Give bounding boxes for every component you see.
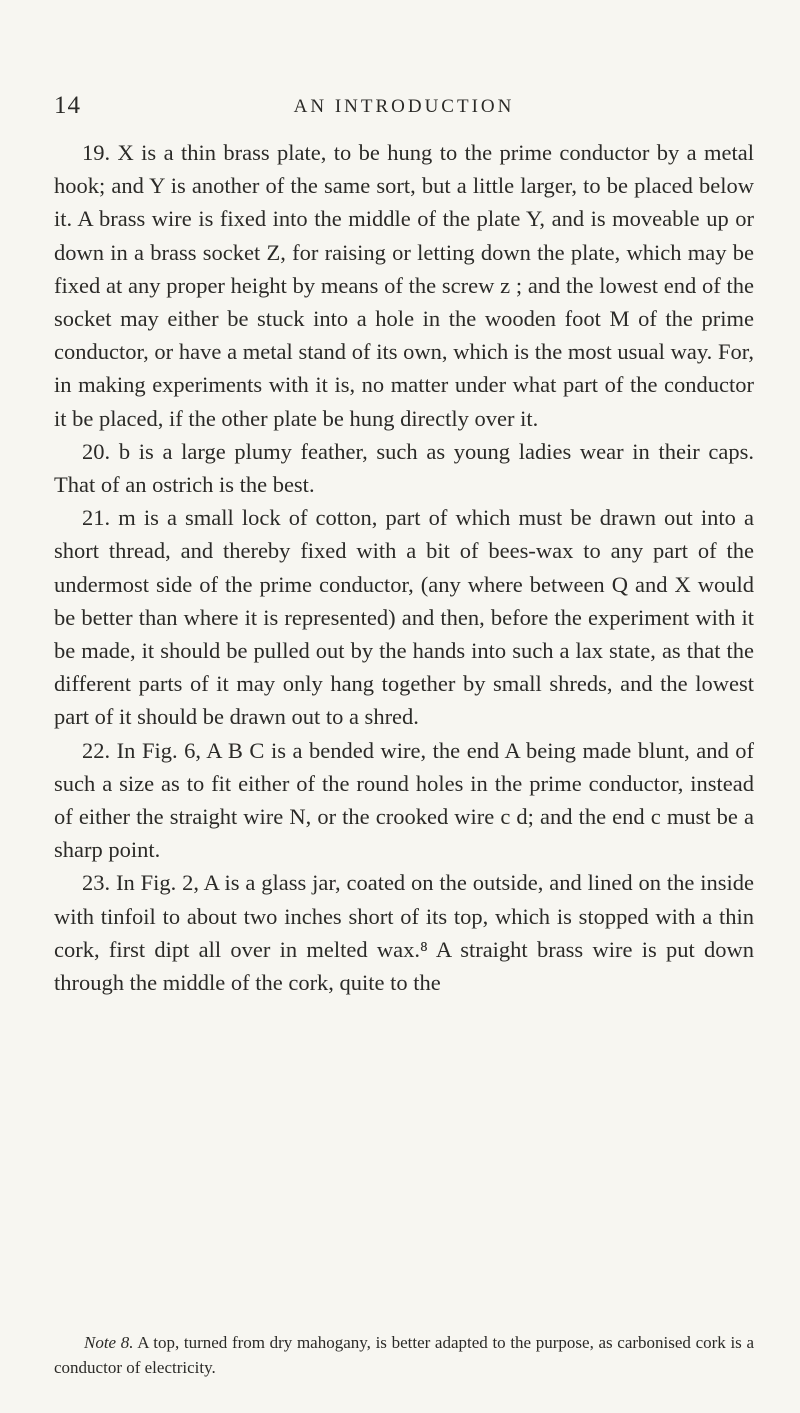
paragraph-number: 23. bbox=[82, 870, 111, 896]
paragraph-21 bbox=[54, 501, 754, 733]
paragraph-text: b is a large plumy feather, such as young ladies wear in their caps. That of an ostrich is the best. bbox=[54, 438, 754, 498]
paragraph-23 bbox=[54, 866, 754, 999]
paragraph-19 bbox=[54, 136, 754, 435]
body-text bbox=[54, 136, 754, 999]
paragraph-number: 19. bbox=[82, 140, 111, 165]
paragraph-text: In Fig. 2, A is a glass jar, coated on the outside, and lined on the inside with tinfoil to about two inches short of its top, which is stopped with a thin cork, first dipt all over in melted wax.⁸ A straight brass wire is put down through the middle of the cork, quite to the bbox=[54, 870, 754, 996]
paragraph-text: m is a small lock of cotton, part of which must be drawn out into a short thread, and thereby fixed with a bit of bees-wax to any part of the undermost side of the prime conductor, (any where between Q and X would be better than where it is represented) and then, before the experiment with it be made, it should be pulled out by the hands into such a lax state, as that the different parts of it may only hang together by small shreds, and the lowest part of it should be drawn out to a shred. bbox=[54, 505, 755, 730]
paragraph-text: In Fig. 6, A B C is a bended wire, the end A being made blunt, and of such a size as to fit either of the round holes in the prime conductor, instead of either the straight wire N, or the crooked wire c d; and the end c must be a sharp point. bbox=[54, 737, 755, 863]
page-number: 14 bbox=[54, 92, 81, 119]
paragraph-number: 22. bbox=[82, 737, 111, 763]
paragraph-22 bbox=[54, 734, 754, 867]
footnote-label: Note 8. bbox=[84, 1333, 134, 1352]
paragraph-number: 21. bbox=[82, 505, 111, 531]
footnote-text: A top, turned from dry mahogany, is better adapted to the purpose, as carbonised cork is a conductor of electricity. bbox=[54, 1333, 754, 1377]
page-header bbox=[54, 92, 754, 124]
paragraph-20 bbox=[54, 435, 754, 501]
footnote bbox=[54, 1330, 754, 1380]
running-head: AN INTRODUCTION bbox=[293, 96, 515, 117]
paragraph-number: 20. bbox=[82, 438, 111, 464]
paragraph-text: X is a thin brass plate, to be hung to the prime conductor by a metal hook; and Y is another of the same sort, but a little larger, to be placed below it. A brass wire is fixed into the middle of the plate Y, and is moveable up or down in a brass socket Z, for raising or letting down the plate, which may be fixed at any proper height by means of the screw z ; and the lowest end of the socket may either be stuck into a hole in the wooden foot M of the prime conductor, or have a metal stand of its own, which is the most usual way. For, in making experiments with it is, no matter under what part of the conductor it be placed, if the other plate be hung directly over it. bbox=[54, 140, 754, 431]
